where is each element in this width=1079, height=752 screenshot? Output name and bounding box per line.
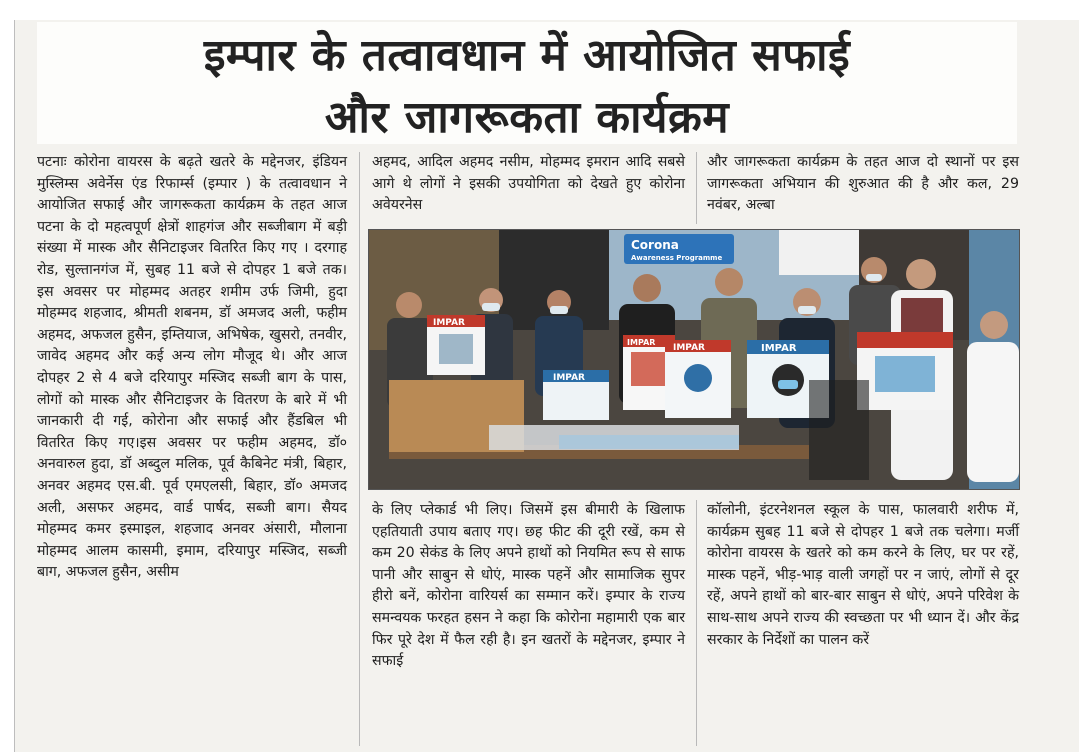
corona-banner-title: Corona <box>631 238 679 252</box>
placard-2 <box>543 370 609 420</box>
placard-4-title: IMPAR <box>673 343 705 353</box>
photo-illustration <box>369 230 1019 489</box>
top-cropped-strip <box>14 0 1079 20</box>
headline-box <box>37 22 1017 144</box>
news-photo <box>368 229 1020 490</box>
article-col3-bottom-text: कॉलोनी, इंटरनेशनल स्कूल के पास, फालवारी शरीफ में, कार्यक्रम सुबह 11 बजे से दोपहर 1 बजे तक चलेगा। मर्जी कोरोना वायरस के खतरे को कम करने के लिए, घर पर रहें, मास्क पहनें, भीड़-भाड़ वाली जगहों पर न जाएं, लोगों से दूर रहें, अपने हाथों को बार-बार साबुन से धोएं, अपने परिवेश के साथ-साथ अपने राज्य की स्वच्छता पर भी ध्यान दें। और केंद्र सरकार के निर्देशों का पालन करें <box>707 502 1019 648</box>
headline-line-2: और जागरूकता कार्यक्रम <box>324 92 730 143</box>
placard-5-title: IMPAR <box>761 343 797 354</box>
placard-3-title: IMPAR <box>627 338 656 347</box>
article-col3-top-text: और जागरूकता कार्यक्रम के तहत आज दो स्थानों पर इस जागरूकता अभियान की शुरुआत की है और कल, 29 नवंबर, अल्बा <box>707 154 1019 214</box>
article-column-3-bottom <box>707 500 1019 746</box>
placard-6 <box>857 332 953 410</box>
column-divider-1 <box>359 152 360 746</box>
article-col2-top-text: अहमद, आदिल अहमद नसीम, मोहम्मद इमरान आदि सबसे आगे थे लोगों ने इसकी उपयोगिता को देखते हुए कोरोना अवेयरनेस <box>372 154 685 214</box>
placard-2-title: IMPAR <box>553 373 585 383</box>
article-col2-bottom-text: के लिए प्लेकार्ड भी लिए। जिसमें इस बीमारी के खिलाफ एहतियाती उपाय बताए गए। छह फीट की दूरी रखें, कम से कम 20 सेकंड के लिए अपने हाथों को नियमित रूप से साफ पानी और साबुन से धोएं, मास्क पहनें और सामाजिक सुपर हीरो बनें, कोरोना वारियर्स का सम्मान करें। इम्पार के राज्य समन्वयक फरहत हसन ने कहा कि कोरोना महामारी एक बार फिर पूरे देश में फैल रही है। इन खतरों के मद्देनजर, इम्पार ने सफाई <box>372 502 685 670</box>
placard-1 <box>427 315 485 375</box>
placard-1-title: IMPAR <box>433 318 465 328</box>
article-column-2-bottom <box>372 500 685 746</box>
adjacent-page-edge <box>0 0 15 752</box>
corona-banner-subtitle: Awareness Programme <box>631 254 723 262</box>
article-column-2-top <box>372 152 685 224</box>
placard-4 <box>665 340 731 418</box>
column-divider-2-bottom <box>696 500 697 746</box>
column-divider-2-top <box>696 152 697 224</box>
article-column-1 <box>37 152 347 746</box>
article-column-3-top <box>707 152 1019 224</box>
headline-line-1: इम्पार के तत्वावधान में आयोजित सफाई <box>203 30 851 81</box>
article-col1-text: पटनाः कोरोना वायरस के बढ़ते खतरे के मद्देनजर, इंडियन मुस्लिम्स अवेर्नेस एंड रिफार्म्स (इम्पार ) के तत्वावधान ने आयोजित सफाई और जागरूकता कार्यक्रम के तहत आज पटना के दो महत्वपूर्ण क्षेत्रों शाहगंज और सब्जीबाग में बड़ी संख्या में मास्क और सैनिटाइजर वितरित किए गए । दरगाह रोड, सुल्तानगंज में, सुबह 11 बजे से दोपहर 1 बजे तक। इस अवसर पर मोहम्मद अतहर शमीम उर्फ जिमी, हुदा मोहम्मद शहजाद, श्रीमती शबनम, डॉ अमजद अली, फहीम अहमद, अफजल हुसैन, इम्तियाज, अभिषेक, खुसरो, तनवीर, जावेद अहमद और कई अन्य लोग मौजूद थे। और आज दोपहर 2 से 4 बजे दरियापुर मस्जिद सब्जी बाग के पास, लोगों को मास्क और सैनिटाइजर के वितरण के बारे में भी जानकारी दी गई, कोरोना और सफाई और हैंडबिल भी वितरित किए गए।इस अवसर पर फहीम अहमद, डॉ० अनवारुल हुदा, डॉ अब्दुल मलिक, पूर्व कैबिनेट मंत्री, बिहार, अनवर अहमद एस.बी. पूर्व एमएलसी, बिहार, डॉ० अमजद अली, असफर अहमद, वार्ड पार्षद, सब्जी बाग। सैयद मोहम्मद कमर इस्माइल, शहजाद अनवर अंसारी, मौलाना मोहम्मद आलम कासमी, इमाम, दरियापुर मस्जिद, सब्जी बाग, अफजल हुसैन, असीम <box>37 154 347 581</box>
